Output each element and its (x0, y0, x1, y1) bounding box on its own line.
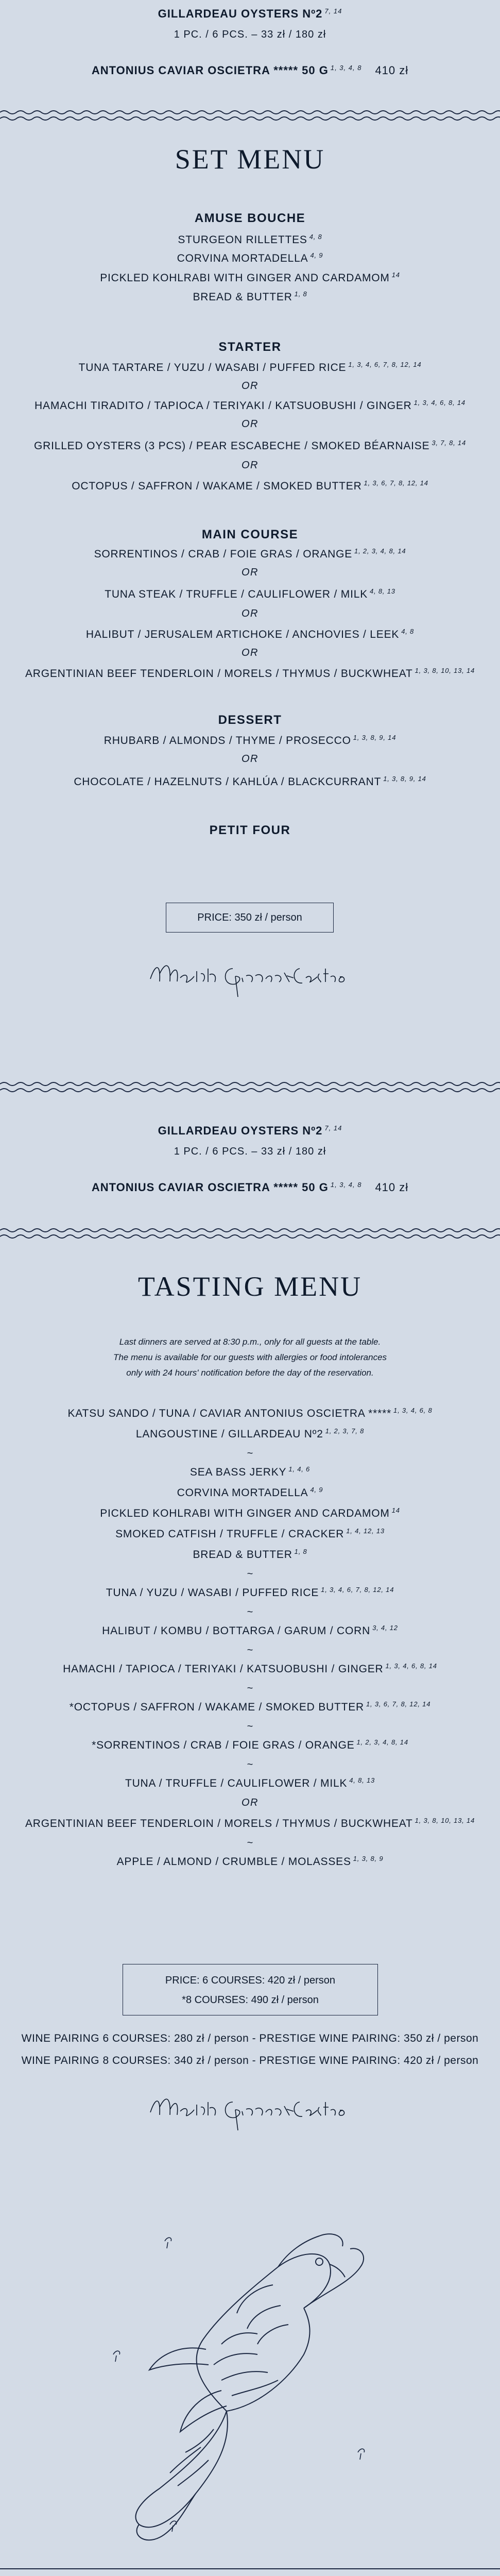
menu-item: HAMACHI TIRADITO / TAPIOCA / TERIYAKI / KATSUOBUSHI / GINGER $^{1, 3, 4, 6, 8, 14}$ (35, 399, 465, 412)
chef-signature (145, 2087, 351, 2133)
course-separator: ~ (247, 1759, 253, 1770)
dish-name: HAMACHI / TAPIOCA / TERIYAKI / KATSUOBUSHI / GINGER (63, 1663, 384, 1675)
caviar-line (0, 64, 500, 77)
dish-name: BREAD & BUTTER (193, 1549, 292, 1561)
dish-name: TUNA / TRUFFLE / CAULIFLOWER / MILK (125, 1777, 348, 1789)
set-menu-title: SET MENU (175, 144, 325, 175)
dish-name: PICKLED KOHLRABI WITH GINGER AND CARDAMOM (100, 1507, 390, 1519)
menu-item (0, 1662, 500, 1675)
wine-pairing-8: WINE PAIRING 8 COURSES: 340 zł / person - PRESTIGE WINE PAIRING: 420 zł / person (21, 2055, 479, 2066)
tasting-menu-title: TASTING MENU (137, 1271, 363, 1302)
dish-name: KATSU SANDO / TUNA / CAVIAR ANTONIUS OSCIETRA ***** (67, 1408, 392, 1419)
caviar-line: ANTONIUS CAVIAR OSCIETRA ***** 50 G $^{1, 3, 4, 8}$ 410 zł (91, 1181, 409, 1194)
course-separator: ~ (247, 1448, 253, 1459)
set-menu-price-box (166, 903, 334, 933)
oysters-price: 1 PC. / 6 PCS. – 33 zł / 180 zł (174, 29, 326, 40)
course-separator: ~ (247, 1645, 253, 1656)
wave-divider (0, 109, 500, 122)
dish-allergens: 1, 8 (294, 1548, 307, 1555)
dish-name: LANGOUSTINE / GILLARDEAU Nº2 (135, 1428, 323, 1440)
starter-heading: STARTER (218, 340, 282, 354)
menu-item (0, 1586, 500, 1599)
menu-item (0, 1817, 500, 1830)
or-label: OR (242, 647, 258, 658)
course-separator: ~ (247, 1837, 253, 1849)
dish-allergens: 1, 3, 8, 10, 13, 14 (415, 1817, 475, 1824)
dish-name: *OCTOPUS / SAFFRON / WAKAME / SMOKED BUTTER (69, 1701, 365, 1713)
menu-item (0, 1738, 500, 1752)
tasting-price-8: *8 COURSES: 490 zł / person (182, 1994, 319, 2006)
caviar-price: 410 zł (375, 64, 409, 77)
petit-four: PETIT FOUR (209, 823, 291, 837)
chef-signature (145, 953, 351, 999)
menu-item (0, 1427, 500, 1440)
dessert-heading: DESSERT (218, 713, 282, 727)
dish-name: *SORRENTINOS / CRAB / FOIE GRAS / ORANGE (92, 1739, 355, 1751)
or-label: OR (242, 753, 258, 765)
oysters-title: GILLARDEAU OYSTERS Nº2 $^{7, 14}$ (158, 1124, 342, 1137)
dish-allergens: 4, 8, 13 (349, 1776, 375, 1784)
menu-item (0, 1465, 500, 1479)
menu-item: CORVINA MORTADELLA $^{4, 9}$ (177, 251, 323, 264)
menu-item: STURGEON RILLETTES $^{4, 8}$ (178, 233, 322, 246)
dish-name: APPLE / ALMOND / CRUMBLE / MOLASSES (116, 1856, 351, 1868)
oysters-title (0, 7, 500, 21)
menu-item (0, 1548, 500, 1561)
menu-item: CHOCOLATE / HAZELNUTS / KAHLÚA / BLACKCURRANT $^{1, 3, 8, 9, 14}$ (74, 775, 426, 788)
tasting-price-box (123, 1964, 378, 2015)
or-label: OR (242, 380, 258, 392)
dish-allergens: 1, 2, 3, 4, 8, 14 (356, 1738, 408, 1746)
menu-item: GRILLED OYSTERS (3 PCS) / PEAR ESCABECHE / SMOKED BÉARNAISE $^{3, 7, 8, 14}$ (33, 439, 466, 452)
dish-allergens: 1, 3, 8, 9 (353, 1855, 384, 1862)
course-separator: ~ (247, 1606, 253, 1618)
course-separator: ~ (247, 1721, 253, 1732)
tasting-note: Last dinners are served at 8:30 p.m., only for all guests at the table. The menu is available for our guests with allergies or food intolerances only with 24 hours' notification before the day of the reservation. (113, 1337, 387, 1378)
or-label: OR (242, 1797, 258, 1808)
set-menu-price: PRICE: 350 zł / person (197, 912, 302, 923)
dish-allergens: 1, 4, 12, 13 (346, 1527, 385, 1535)
koi-fish-illustration (103, 2226, 391, 2555)
menu-item: TUNA STEAK / TRUFFLE / CAULIFLOWER / MILK $^{4, 8, 13}$ (105, 587, 395, 600)
menu-item: OCTOPUS / SAFFRON / WAKAME / SMOKED BUTTER $^{1, 3, 6, 7, 8, 12, 14}$ (72, 479, 428, 492)
dish-allergens: 1, 2, 3, 7, 8 (325, 1427, 365, 1435)
caviar-name: ANTONIUS CAVIAR OSCIETRA ***** 50 G (91, 64, 329, 77)
wine-pairing-6: WINE PAIRING 6 COURSES: 280 zł / person - PRESTIGE WINE PAIRING: 350 zł / person (21, 2032, 479, 2044)
dish-allergens: 4, 9 (310, 1486, 323, 1494)
dish-name: SEA BASS JERKY (189, 1466, 287, 1478)
dish-name: CORVINA MORTADELLA (177, 1487, 308, 1499)
or-label: OR (242, 418, 258, 430)
or-label: OR (242, 608, 258, 619)
menu-item: HALIBUT / JERUSALEM ARTICHOKE / ANCHOVIES / LEEK $^{4, 8}$ (85, 628, 415, 640)
menu-item (0, 1486, 500, 1499)
menu-item: BREAD & BUTTER $^{1, 8}$ (193, 290, 307, 303)
dish-allergens: 1, 4, 6 (288, 1465, 311, 1473)
menu-item (0, 1700, 500, 1714)
oysters-allergens: 7, 14 (324, 7, 342, 15)
menu-item (0, 1855, 500, 1868)
caviar-allergens: 1, 3, 4, 8 (330, 64, 362, 72)
wave-divider (0, 1081, 500, 1093)
divider-line (0, 2568, 500, 2569)
menu-item (0, 1506, 500, 1520)
menu-item: ARGENTINIAN BEEF TENDERLOIN / MORELS / THYMUS / BUCKWHEAT $^{1, 3, 8, 10, 13, 14}$ (25, 667, 475, 680)
oysters-name: GILLARDEAU OYSTERS Nº2 (158, 7, 323, 20)
oysters-price: 1 PC. / 6 PCS. – 33 zł / 180 zł (174, 1146, 326, 1157)
amuse-heading: AMUSE BOUCHE (194, 211, 306, 225)
dish-allergens: 14 (391, 1506, 400, 1514)
dish-name: TUNA / YUZU / WASABI / PUFFED RICE (106, 1587, 319, 1599)
menu-item (0, 1624, 500, 1637)
course-separator: ~ (247, 1683, 253, 1694)
dish-name: HALIBUT / KOMBU / BOTTARGA / GARUM / CORN (102, 1625, 371, 1637)
dish-name: ARGENTINIAN BEEF TENDERLOIN / MORELS / THYMUS / BUCKWHEAT (25, 1818, 413, 1829)
dish-name: SMOKED CATFISH / TRUFFLE / CRACKER (115, 1528, 344, 1540)
menu-item: RHUBARB / ALMONDS / THYME / PROSECCO $^{1, 3, 8, 9, 14}$ (104, 734, 396, 747)
dish-allergens: 1, 3, 6, 7, 8, 12, 14 (366, 1700, 431, 1708)
main-heading: MAIN COURSE (201, 528, 299, 541)
menu-item: PICKLED KOHLRABI WITH GINGER AND CARDAMOM $^{14}$ (100, 271, 400, 284)
menu-item: TUNA TARTARE / YUZU / WASABI / PUFFED RICE $^{1, 3, 4, 6, 7, 8, 12, 14}$ (78, 361, 422, 374)
menu-item (0, 1776, 500, 1790)
dish-allergens: 1, 3, 4, 6, 8, 14 (385, 1662, 437, 1670)
or-label: OR (242, 460, 258, 471)
dish-allergens: 1, 3, 4, 6, 8 (393, 1406, 433, 1414)
course-separator: ~ (247, 1568, 253, 1580)
wave-divider (0, 1227, 500, 1240)
dish-allergens: 1, 3, 4, 6, 7, 8, 12, 14 (321, 1586, 394, 1594)
menu-item (0, 1527, 500, 1540)
menu-item (0, 1406, 500, 1420)
or-label: OR (242, 567, 258, 578)
dish-allergens: 3, 4, 12 (372, 1624, 398, 1632)
tasting-price-6: PRICE: 6 COURSES: 420 zł / person (165, 1975, 336, 1986)
menu-item: SORRENTINOS / CRAB / FOIE GRAS / ORANGE $^{1, 2, 3, 4, 8, 14}$ (94, 547, 406, 560)
